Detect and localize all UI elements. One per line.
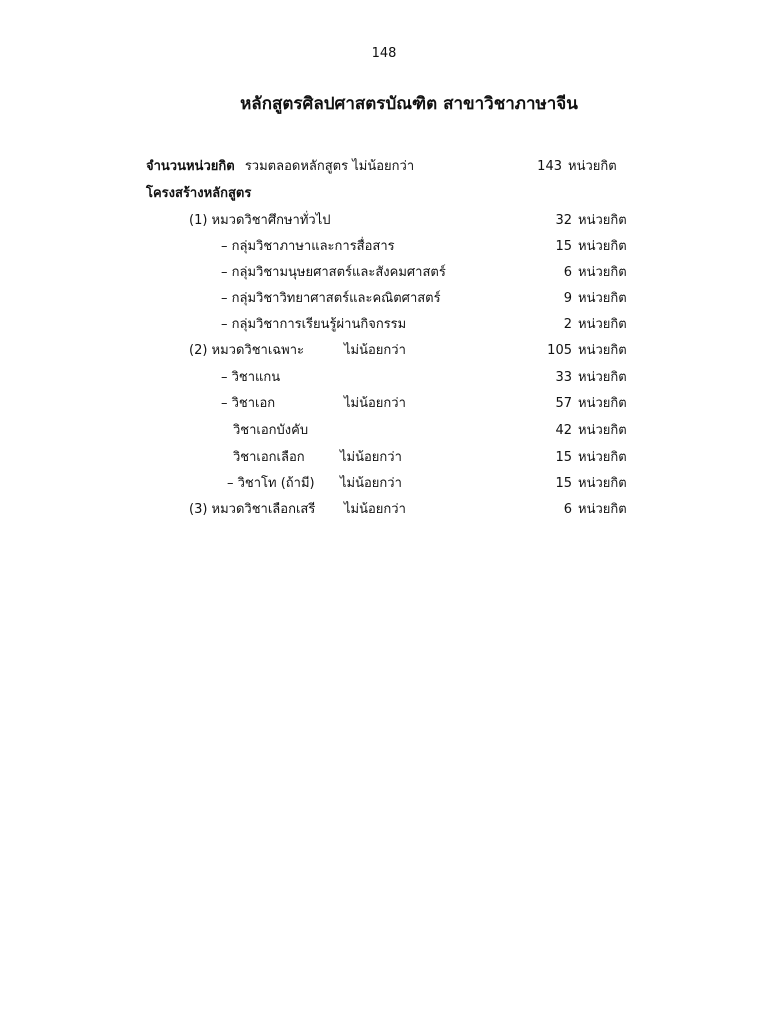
- group-humanities-social-credits: [540, 262, 627, 284]
- credit-number: 33: [555, 370, 572, 385]
- total-credits-unit: หน่วยกิต: [568, 159, 617, 174]
- credit-unit: หน่วยกิต: [578, 317, 627, 332]
- total-credits-label: จำนวนหน่วยกิต: [146, 159, 235, 174]
- category-general-education: (1) หมวดวิชาศึกษาทั่วไป: [189, 213, 331, 228]
- credit-number: 57: [555, 396, 572, 411]
- credit-unit: หน่วยกิต: [578, 239, 627, 254]
- credit-number: 15: [555, 450, 572, 465]
- major-elective: วิชาเอกเลือก: [233, 450, 305, 465]
- major-elective-qualifier: ไม่น้อยกว่า: [340, 450, 402, 465]
- total-credits-row: [146, 156, 414, 178]
- group-humanities-social: – กลุ่มวิชามนุษยศาสตร์และสังคมศาสตร์: [221, 265, 446, 280]
- category-specific-qualifier: ไม่น้อยกว่า: [344, 343, 406, 358]
- group-activity-learning-credits: [540, 314, 627, 336]
- credit-number: 2: [563, 317, 572, 332]
- core-courses-credits: [540, 367, 627, 389]
- credit-unit: หน่วยกิต: [578, 291, 627, 306]
- group-language-communication-credits: [540, 236, 627, 258]
- credit-unit: หน่วยกิต: [578, 502, 627, 517]
- credit-unit: หน่วยกิต: [578, 423, 627, 438]
- page-title: หลักสูตรศิลปศาสตรบัณฑิต สาขาวิชาภาษาจีน: [240, 94, 578, 114]
- category-free-elective-qualifier: ไม่น้อยกว่า: [344, 502, 406, 517]
- credit-number: 15: [555, 239, 572, 254]
- credit-number: 9: [563, 291, 572, 306]
- credit-number: 6: [563, 265, 572, 280]
- major-required-credits: [540, 420, 627, 442]
- credit-unit: หน่วยกิต: [578, 450, 627, 465]
- credit-unit: หน่วยกิต: [578, 476, 627, 491]
- page-number: 148: [371, 46, 397, 61]
- credit-number: 42: [555, 423, 572, 438]
- category-free-elective-credits: [540, 499, 627, 521]
- core-courses: – วิชาแกน: [221, 370, 281, 385]
- credit-unit: หน่วยกิต: [578, 370, 627, 385]
- credit-unit: หน่วยกิต: [578, 396, 627, 411]
- major-courses-credits: [540, 393, 627, 415]
- credit-unit: หน่วยกิต: [578, 343, 627, 358]
- minor-courses: – วิชาโท (ถ้ามี): [227, 476, 315, 491]
- credit-number: 15: [555, 476, 572, 491]
- group-science-math-credits: [540, 288, 627, 310]
- group-activity-learning: – กลุ่มวิชาการเรียนรู้ผ่านกิจกรรม: [221, 317, 407, 332]
- total-credits-value: [530, 156, 617, 178]
- group-science-math: – กลุ่มวิชาวิทยาศาสตร์และคณิตศาสตร์: [221, 291, 441, 306]
- total-credits-description: รวมตลอดหลักสูตร ไม่น้อยกว่า: [244, 159, 415, 174]
- group-language-communication: – กลุ่มวิชาภาษาและการสื่อสาร: [221, 239, 395, 254]
- credit-number: 105: [547, 343, 572, 358]
- structure-heading: โครงสร้างหลักสูตร: [146, 186, 252, 201]
- minor-courses-credits: [540, 473, 627, 495]
- minor-courses-qualifier: ไม่น้อยกว่า: [340, 476, 402, 491]
- major-required: วิชาเอกบังคับ: [233, 423, 309, 438]
- category-specific-credits: [540, 340, 627, 362]
- total-credits-number: 143: [537, 159, 562, 174]
- major-elective-credits: [540, 447, 627, 469]
- credit-unit: หน่วยกิต: [578, 213, 627, 228]
- credit-number: 32: [555, 213, 572, 228]
- category-specific: (2) หมวดวิชาเฉพาะ: [189, 343, 305, 358]
- major-courses: – วิชาเอก: [221, 396, 276, 411]
- major-courses-qualifier: ไม่น้อยกว่า: [344, 396, 406, 411]
- credit-number: 6: [563, 502, 572, 517]
- credit-unit: หน่วยกิต: [578, 265, 627, 280]
- category-free-elective: (3) หมวดวิชาเลือกเสรี: [189, 502, 316, 517]
- category-general-education-credits: [540, 210, 627, 232]
